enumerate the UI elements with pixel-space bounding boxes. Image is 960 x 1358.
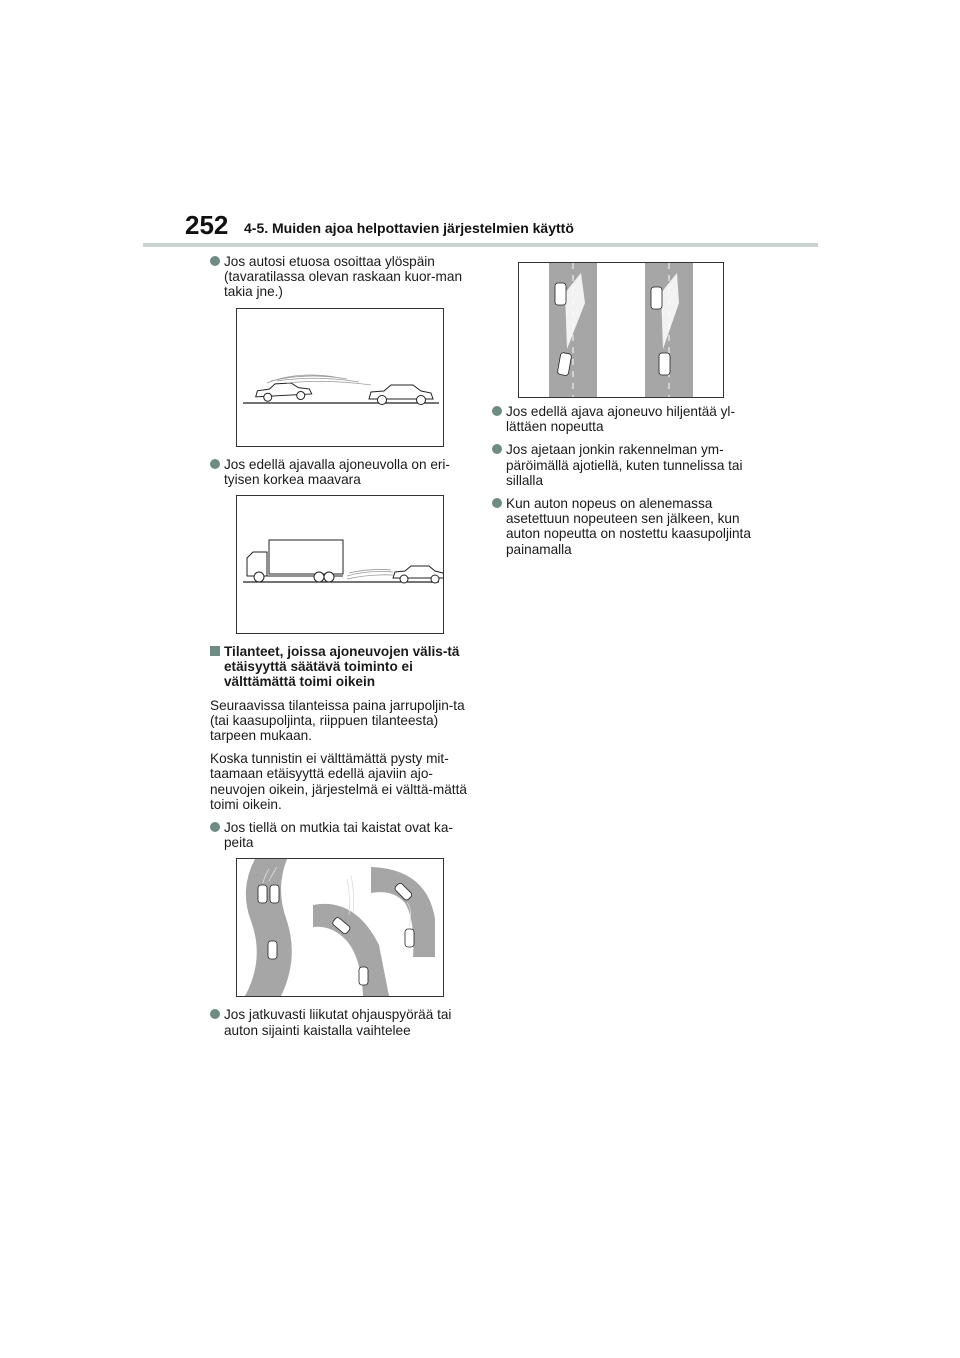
bullet-high-clearance <box>210 457 472 487</box>
car-icon <box>393 566 444 583</box>
bullet-dot-icon <box>210 1009 220 1019</box>
bullet-dot-icon <box>210 256 220 266</box>
paragraph-sensor: Koska tunnistin ei välttämättä pysty mit-taamaan etäisyyttä edellä ajaviin ajo-neuvojen oikein, järjestelmä ei välttä-mättä toimi oikein. <box>210 751 467 812</box>
bullet-dot-icon <box>210 822 220 832</box>
radar-wave-icon <box>347 569 393 579</box>
bullet-dot-icon <box>210 459 220 469</box>
truck-icon <box>247 540 343 582</box>
figure-sudden-slowdown <box>518 262 724 398</box>
bullet-text: Jos tiellä on mutkia tai kaistat ovat ka-peita <box>224 820 453 851</box>
bullet-dot-icon <box>492 406 502 416</box>
rear-car-icon <box>255 382 312 402</box>
bullet-text: Jos edellä ajavalla ajoneuvolla on eri-tyisen korkea maavara <box>224 456 450 487</box>
bullet-text: Jos edellä ajava ajoneuvo hiljentää yl-lättäen nopeutta <box>506 404 735 435</box>
page-number: 252 <box>185 210 229 240</box>
bullet-speed-decrease <box>492 496 760 557</box>
section-heading <box>210 644 472 690</box>
bullet-text: Jos jatkuvasti liikutat ohjauspyörää tai auton sijainti kaistalla vaihtelee <box>224 1007 452 1038</box>
bullet-text: Kun auton nopeus on alenemassa asetettuun nopeuteen sen jälkeen, kun auton nopeutta on nostettu kaasupoljinta painamalla <box>506 496 751 557</box>
heading-text: Tilanteet, joissa ajoneuvojen välis-tä etäisyyttä säätävä toiminto ei välttämättä toimi oikein <box>224 644 460 690</box>
figure-curves <box>236 858 444 997</box>
bullet-curves <box>210 820 472 850</box>
bullet-text: Jos ajetaan jonkin rakennelman ym-päröimällä ajotiellä, kuten tunnelissa tai sillalla <box>506 442 743 488</box>
square-bullet-icon <box>210 646 220 656</box>
figure-truck <box>236 495 444 634</box>
bullet-sudden-slowdown <box>492 404 760 434</box>
bullet-dot-icon <box>492 498 502 508</box>
bullet-nose-up <box>210 254 472 300</box>
bullet-steering <box>210 1007 472 1037</box>
bullet-dot-icon <box>492 444 502 454</box>
section-title: 4-5. Muiden ajoa helpottavien järjestelmien käyttö <box>244 220 574 236</box>
front-car-icon <box>369 385 433 405</box>
right-column <box>492 404 760 565</box>
bullet-text: Jos autosi etuosa osoittaa ylöspäin (tavaratilassa olevan raskaan kuor-man takia jne.) <box>224 254 463 300</box>
header-rule <box>143 243 818 247</box>
figure-nose-up <box>236 308 444 447</box>
bullet-tunnel <box>492 442 760 488</box>
left-column <box>210 254 472 1046</box>
paragraph-pedal: Seuraavissa tilanteissa paina jarrupoljin-ta (tai kaasupoljinta, riippuen tilanteesta) tarpeen mukaan. <box>210 697 465 744</box>
